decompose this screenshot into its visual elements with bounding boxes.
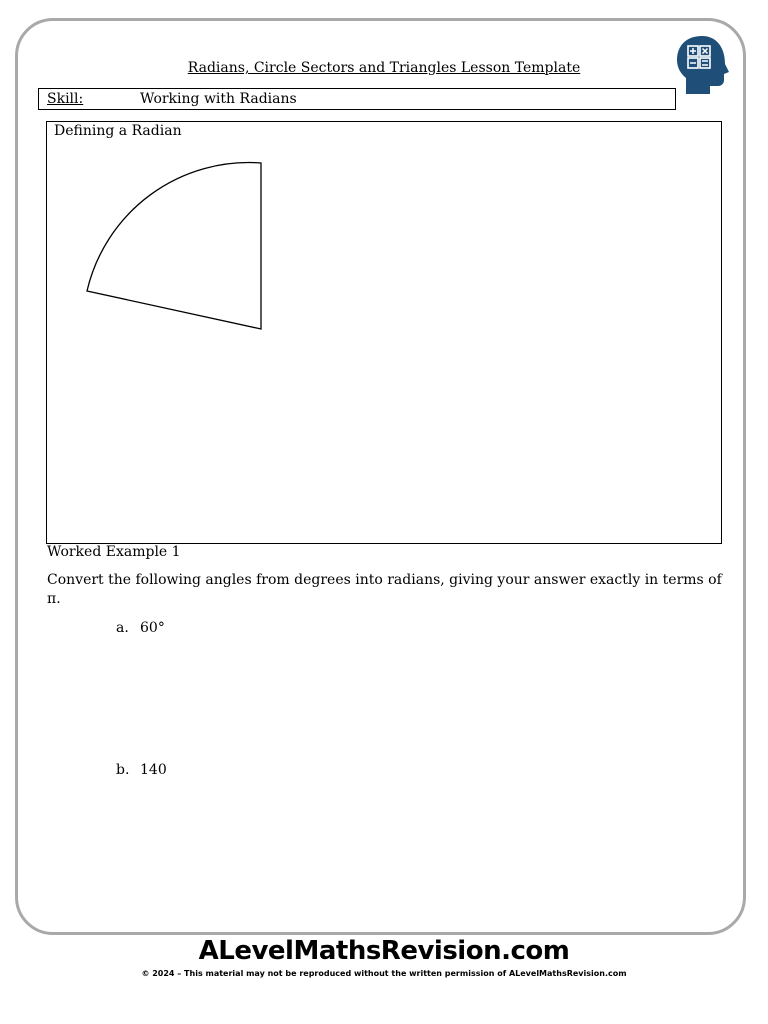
definition-box (46, 121, 722, 544)
sector-diagram (47, 122, 721, 543)
skill-label: Skill: (47, 91, 84, 107)
question-item-b (116, 762, 167, 778)
head-calculator-logo-icon (674, 34, 732, 96)
definition-heading: Defining a Radian (54, 123, 182, 139)
footer-copyright: © 2024 – This material may not be reproduced without the written permission of ALevelMathsRevision.com (141, 969, 627, 978)
circle-sector (87, 163, 261, 329)
question-item-a (116, 620, 165, 636)
question-value: 140 (140, 762, 167, 778)
skill-value: Working with Radians (140, 91, 297, 107)
page-title: Radians, Circle Sectors and Triangles Lesson Template (187, 60, 581, 76)
footer-brand: ALevelMathsRevision.com (198, 936, 570, 966)
worked-example-question: Convert the following angles from degrees into radians, giving your answer exactly in terms of π. (47, 572, 722, 607)
question-value: 60° (140, 620, 165, 636)
skill-box (38, 88, 676, 110)
question-letter: b. (116, 762, 130, 778)
question-letter: a. (116, 620, 129, 636)
worked-example-heading: Worked Example 1 (47, 544, 181, 560)
